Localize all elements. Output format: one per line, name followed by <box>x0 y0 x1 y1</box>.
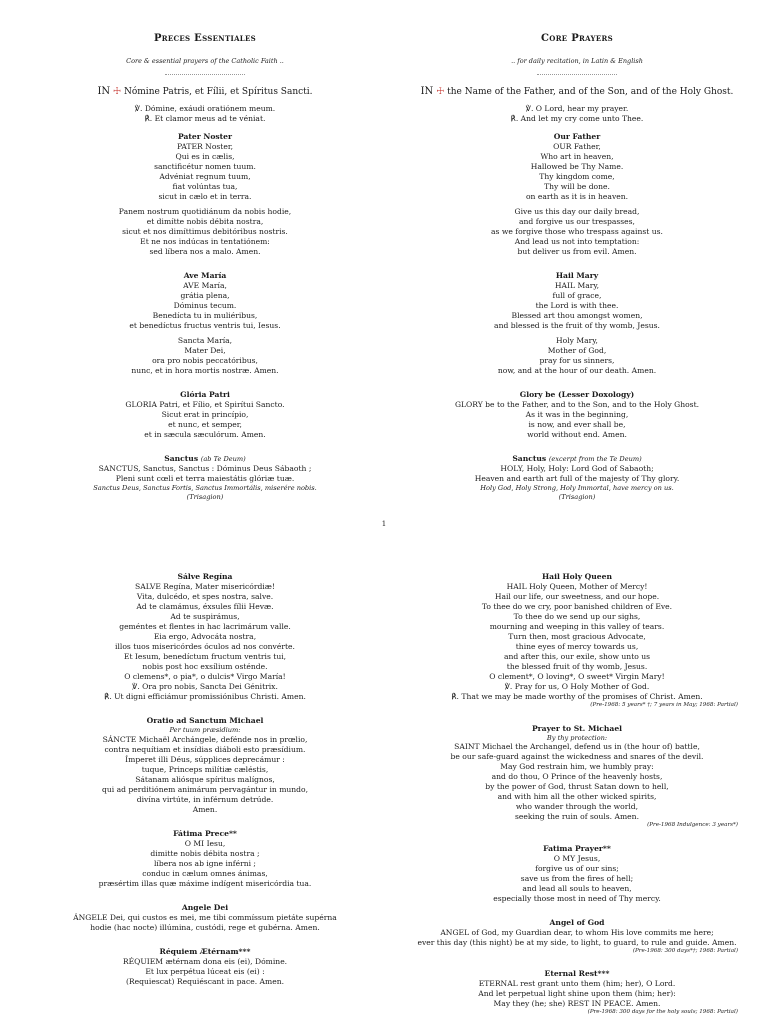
prayer-line: (Requiescat) Requiéscant in pace. Amen. <box>125 977 285 987</box>
prayer-line: mourning and weeping in this valley of tears. <box>489 622 665 632</box>
invocation <box>40 85 370 99</box>
invocation-lead: IN <box>420 85 434 97</box>
prayer-line: forgive us of our sins; <box>535 863 619 873</box>
prayer-line: Mater Dei, <box>184 345 226 355</box>
prayer-line: and blessed is the fruit of thy womb, Jesus. <box>494 320 660 330</box>
cross-icon: ☩ <box>113 86 122 97</box>
prayer-title: Fatima Prayer** <box>543 843 611 853</box>
prayer-section <box>412 454 742 484</box>
prayer-line: pray for us sinners, <box>539 355 615 365</box>
prayer-line: sed líbera nos a malo. Amen. <box>149 246 261 256</box>
prayer-title: Pater Noster <box>177 131 233 141</box>
prayer-section <box>40 903 370 933</box>
prayer-line: the Lord is with thee. <box>535 300 619 310</box>
prayer-line: by the power of God, thrust Satan down to hell, <box>485 782 669 792</box>
prayer-line: ETERNAL rest grant unto them (him; her), O Lord. <box>478 979 676 989</box>
invocation <box>412 85 742 99</box>
prayer-section <box>40 947 370 987</box>
prayer-subtitle: Per tuum præsidium: <box>169 726 241 735</box>
trisagion-text: Holy God, Holy Strong, Holy Immortal, have mercy on us. <box>480 484 674 493</box>
prayer-line: tuque, Princeps milítiæ cæléstis, <box>141 764 269 774</box>
prayer-line: ℣. Pray for us, O Holy Mother of God. <box>504 682 650 692</box>
prayer-line: save us from the fires of hell; <box>520 873 634 883</box>
prayer-line: et in sæcula sæculórum. Amen. <box>144 430 266 440</box>
response: ℟. And let my cry come unto Thee. <box>510 113 644 123</box>
prayer-line: sicut in cælo et in terra. <box>158 191 252 201</box>
versicle: ℣. Dómine, exáudi oratiónem meum. <box>134 103 276 113</box>
indulgence-footnote: (Pre-1968: 300 days for the holy souls; 1968: Partial) <box>587 1009 738 1016</box>
prayer-line: is now, and ever shall be, <box>528 420 626 430</box>
prayer-line: who wander through the world, <box>515 802 639 812</box>
prayer-line: Hallowed be Thy Name. <box>530 161 624 171</box>
prayer-title: Oratio ad Sanctum Michael <box>146 716 264 726</box>
prayer-line: ever this day (this night) be at my side, to light, to guard, to rule and guide. Amen. <box>417 937 737 947</box>
prayer-line: but deliver us from evil. Amen. <box>517 246 637 256</box>
prayer-line: especially those most in need of Thy mercy. <box>493 893 661 903</box>
prayer-section <box>40 390 370 440</box>
prayer-line: Who art in heaven, <box>540 151 614 161</box>
prayer-line: ÁNGELE Dei, qui custos es mei, me tibi commíssum pietáte supérna <box>73 913 337 923</box>
page1-right-sections <box>412 132 742 484</box>
prayer-line: Amen. <box>192 805 218 815</box>
prayer-line: Ad te clamámus, éxsules fílii Hevæ. <box>136 602 274 612</box>
page-number: 1 <box>381 520 387 528</box>
prayer-line: Thy will be done. <box>544 181 610 191</box>
prayer-line: as we forgive those who trespass against us. <box>491 226 663 236</box>
prayer-title: Sanctus <box>512 454 547 464</box>
prayer-line: May God restrain him, we humbly pray: <box>500 762 654 772</box>
prayer-title: Réquiem Ætérnam*** <box>159 947 251 957</box>
prayer-line: seeking the ruin of souls. Amen. <box>515 812 639 822</box>
prayer-title: Prayer to St. Michael <box>531 723 623 733</box>
prayer-line: PATER Noster, <box>176 141 234 151</box>
prayer-line: HOLY, Holy, Holy: Lord God of Sabaoth; <box>500 464 654 474</box>
prayer-line: And lead us not into temptation: <box>514 236 640 246</box>
trisagion-label: (Trisagion) <box>558 492 596 501</box>
prayer-line: HAIL Mary, <box>554 280 600 290</box>
prayer-section <box>40 132 370 257</box>
prayer-line: illos tuos misericórdes óculos ad nos convérte. <box>115 642 295 652</box>
prayer-line: Thy kingdom come, <box>539 171 615 181</box>
prayer-section <box>40 572 370 702</box>
indulgence-footnote: (Pre-1968: 5 years* †; 7 years in May; 1968: Partial) <box>590 702 738 709</box>
page2-left-sections <box>40 572 370 987</box>
prayer-line: et nunc, et semper, <box>168 420 242 430</box>
prayer-line: Panem nostrum quotidiánum da nobis hodie, <box>118 206 292 216</box>
prayer-line: Qui es in cælis, <box>175 151 235 161</box>
prayer-line: on earth as it is in heaven. <box>525 191 629 201</box>
prayer-line: Holy Mary, <box>556 335 598 345</box>
trisagion-text: Sanctus Deus, Sanctus Fortis, Sanctus Immortális, miserére nobis. <box>93 484 317 493</box>
prayer-section <box>412 572 742 710</box>
prayer-line: ℟. Ut digni efficiámur promissiónibus Christi. Amen. <box>104 692 306 702</box>
prayer-line: RÉQUIEM ætérnam dona eis (ei), Dómine. <box>122 957 288 967</box>
prayer-line: OUR Father, <box>553 141 601 151</box>
indulgence-footnote: (Pre-1968 Indulgence: 3 years*) <box>647 822 738 829</box>
prayer-line: GLORIA Patri, et Fílio, et Spirítui Sancto. <box>125 400 285 410</box>
prayer-subtitle: By thy protection: <box>546 733 608 742</box>
prayer-line: Et Iesum, benedíctum fructum ventris tui, <box>123 652 287 662</box>
prayer-line: To thee do we cry, poor banished children of Eve. <box>481 602 673 612</box>
prayer-title: Angele Dei <box>181 903 229 913</box>
prayer-line: SALVE Regína, Mater misericórdiæ! <box>135 582 275 592</box>
prayer-line: May they (he; she) REST IN PEACE. Amen. <box>493 999 661 1009</box>
prayer-line: To thee do we send up our sighs, <box>513 612 641 622</box>
prayer-line: thine eyes of mercy towards us, <box>515 642 639 652</box>
prayer-line: præsértim illas quæ máxime indígent misericórdia tua. <box>98 879 312 889</box>
prayer-line: now, and at the hour of our death. Amen. <box>497 366 657 375</box>
prayer-line: dimitte nobis débita nostra ; <box>150 849 260 859</box>
prayer-line: Mother of God, <box>547 345 607 355</box>
prayer-line: Give us this day our daily bread, <box>514 206 640 216</box>
prayer-line: geméntes et flentes in hac lacrimárum valle. <box>119 622 291 632</box>
prayer-section <box>412 844 742 904</box>
prayer-line: Dóminus tecum. <box>173 300 237 310</box>
prayer-line: Turn then, most gracious Advocate, <box>508 632 646 642</box>
page1-left-sections <box>40 132 370 484</box>
prayer-line: líbera nos ab igne inférni ; <box>154 859 256 869</box>
prayer-line: nunc, et in hora mortis nostræ. Amen. <box>131 366 279 375</box>
prayer-line: qui ad perditiónem animárum pervagántur in mundo, <box>101 785 309 794</box>
prayer-title: Our Father <box>553 131 601 141</box>
prayer-line: Sátanam aliósque spíritus malígnos, <box>135 774 275 784</box>
prayer-title-note: (ab Te Deum) <box>200 455 246 464</box>
prayer-line: And let perpetual light shine upon them (him; her): <box>478 989 676 999</box>
prayer-line: O clemens*, o pia*, o dulcis* Virgo María! <box>124 672 286 682</box>
prayer-line: Advéniat regnum tuum, <box>159 171 251 181</box>
invocation-text: the Name of the Father, and of the Son, and of the Holy Ghost. <box>447 86 734 97</box>
cross-icon: ☩ <box>436 86 445 97</box>
prayer-line: Ad te suspirámus, <box>170 612 240 622</box>
prayer-line: Et ne nos indúcas in tentatiónem: <box>140 236 270 246</box>
page1-right-subtitle: .. for daily recitation, in Latin & English <box>511 57 643 66</box>
response: ℟. Et clamor meus ad te véniat. <box>144 113 266 123</box>
prayer-line: full of grace, <box>552 290 602 300</box>
prayer-section <box>40 454 370 484</box>
page1-right-heading: Core Prayers <box>541 33 613 44</box>
prayer-line: Heaven and earth art full of the majesty of Thy glory. <box>474 474 680 484</box>
prayer-line: Sicut erat in princípio, <box>161 410 249 420</box>
prayer-line: SÁNCTE Michaël Archángele, defénde nos in prœlio, <box>102 734 308 744</box>
prayer-line: and lead all souls to heaven, <box>522 883 632 893</box>
prayer-line: world without end. Amen. <box>527 430 627 440</box>
page2-left-column <box>40 572 370 987</box>
prayer-line: ANGEL of God, my Guardian dear, to whom His love commits me here; <box>440 927 714 937</box>
prayer-line: HAIL Holy Queen, Mother of Mercy! <box>506 582 648 592</box>
prayer-line: and do thou, O Prince of the heavenly hosts, <box>491 772 663 782</box>
divider <box>537 68 617 75</box>
prayer-section <box>412 271 742 376</box>
prayer-title: Fátima Prece** <box>173 829 237 839</box>
prayer-line: Pleni sunt cœli et terra maiestátis glóriæ tuæ. <box>115 474 295 484</box>
prayer-section <box>412 390 742 440</box>
indulgence-footnote: (Pre-1968: 300 days*†; 1968: Partial) <box>632 947 738 954</box>
prayer-line: and after this, our exile, show unto us <box>503 652 651 662</box>
prayer-title: Hail Mary <box>555 270 599 280</box>
prayer-title-note: (excerpt from the Te Deum) <box>548 455 642 464</box>
prayer-section <box>412 724 742 830</box>
prayer-line: O clement*, O loving*, O sweet* Virgin Mary! <box>489 672 665 682</box>
prayer-line: SANCTUS, Sanctus, Sanctus : Dóminus Deus Sábaoth ; <box>98 464 312 474</box>
prayer-line: ora pro nobis peccatóribus, <box>152 355 258 365</box>
page2-right-column <box>412 572 742 1017</box>
page1-left-heading: Preces Essentiales <box>153 33 257 44</box>
prayer-line: hodie (hac nocte) illúmina, custódi, rege et gubérna. Amen. <box>90 923 320 933</box>
prayer-line: O MY Jesus, <box>553 853 601 863</box>
page2-right-sections <box>412 572 742 1017</box>
prayer-section <box>40 829 370 889</box>
prayer-line: sicut et nos dimíttimus debitóribus nostris. <box>122 226 288 236</box>
prayer-line: sanctificétur nomen tuum. <box>154 161 256 171</box>
prayer-title: Ave María <box>183 270 227 280</box>
prayer-title: Hail Holy Queen <box>541 572 612 581</box>
prayer-line: conduc in cælum omnes ánimas, <box>142 869 268 879</box>
prayer-line: contra nequítiam et insídias diáboli esto præsídium. <box>104 744 306 754</box>
trisagion-label: (Trisagion) <box>186 492 224 501</box>
prayer-section <box>40 716 370 815</box>
prayer-title: Sanctus <box>164 454 199 464</box>
invocation-text: Nómine Patris, et Fílii, et Spíritus Sancti. <box>123 86 313 97</box>
page1-left-column <box>40 32 370 502</box>
prayer-line: ℣. Ora pro nobis, Sancta Dei Génitrix. <box>132 682 278 692</box>
prayer-line: Blessed art thou amongst women, <box>511 310 643 320</box>
prayer-line: Hail our life, our sweetness, and our hope. <box>494 592 660 602</box>
prayer-section <box>412 132 742 257</box>
prayer-line: et benedíctus fructus ventris tui, Iesus. <box>129 320 281 330</box>
prayer-line: AVE María, <box>183 280 227 290</box>
prayer-line: be our safe-guard against the wickedness and snares of the devil. <box>450 752 704 762</box>
divider <box>165 68 245 75</box>
page1-right-column <box>412 32 742 502</box>
prayer-title: Glory be (Lesser Doxology) <box>519 390 635 400</box>
prayer-line: fiat volúntas tua, <box>172 181 238 191</box>
prayer-line: divína virtúte, in inférnum detrúde. <box>136 795 274 805</box>
page1-left-subtitle: Core & essential prayers of the Catholic Faith .. <box>126 57 284 66</box>
prayer-line: grátia plena, <box>180 290 230 300</box>
prayer-line: et dimítte nobis débita nostra, <box>146 216 264 226</box>
prayer-line: ℟. That we may be made worthy of the promises of Christ. Amen. <box>451 692 703 702</box>
prayer-line: Sancta María, <box>177 335 233 345</box>
prayer-line: Benedícta tu in muliéribus, <box>152 310 258 320</box>
prayer-title: Sálve Regína <box>177 572 233 581</box>
prayer-title: Glória Patri <box>180 390 230 400</box>
prayer-section <box>412 969 742 1016</box>
prayer-line: SAINT Michael the Archangel, defend us in (the hour of) battle, <box>454 742 700 752</box>
prayer-section <box>412 918 742 955</box>
prayer-line: and forgive us our trespasses, <box>519 216 635 226</box>
prayer-title: Angel of God <box>549 917 605 927</box>
invocation-lead: IN <box>97 85 111 97</box>
prayer-line: and with him all the other wicked spirits, <box>497 792 657 802</box>
prayer-line: Et lux perpétua lúceat eis (ei) : <box>145 967 265 977</box>
versicle: ℣. O Lord, hear my prayer. <box>525 103 629 113</box>
prayer-line: Ímperet illi Déus, súpplices deprecámur : <box>125 754 285 764</box>
prayer-line: Eia ergo, Advocáta nostra, <box>153 632 257 642</box>
prayer-line: O MI Iesu, <box>184 839 226 849</box>
prayer-line: Vita, dulcédo, et spes nostra, salve. <box>136 592 274 602</box>
prayer-section <box>40 271 370 376</box>
prayer-title: Eternal Rest*** <box>544 969 610 979</box>
prayer-line: As it was in the beginning, <box>525 410 629 420</box>
prayer-line: nobis post hoc exsílium osténde. <box>142 662 268 672</box>
prayer-line: GLORY be to the Father, and to the Son, and to the Holy Ghost. <box>454 400 700 410</box>
prayer-line: the blessed fruit of thy womb, Jesus. <box>506 662 648 672</box>
